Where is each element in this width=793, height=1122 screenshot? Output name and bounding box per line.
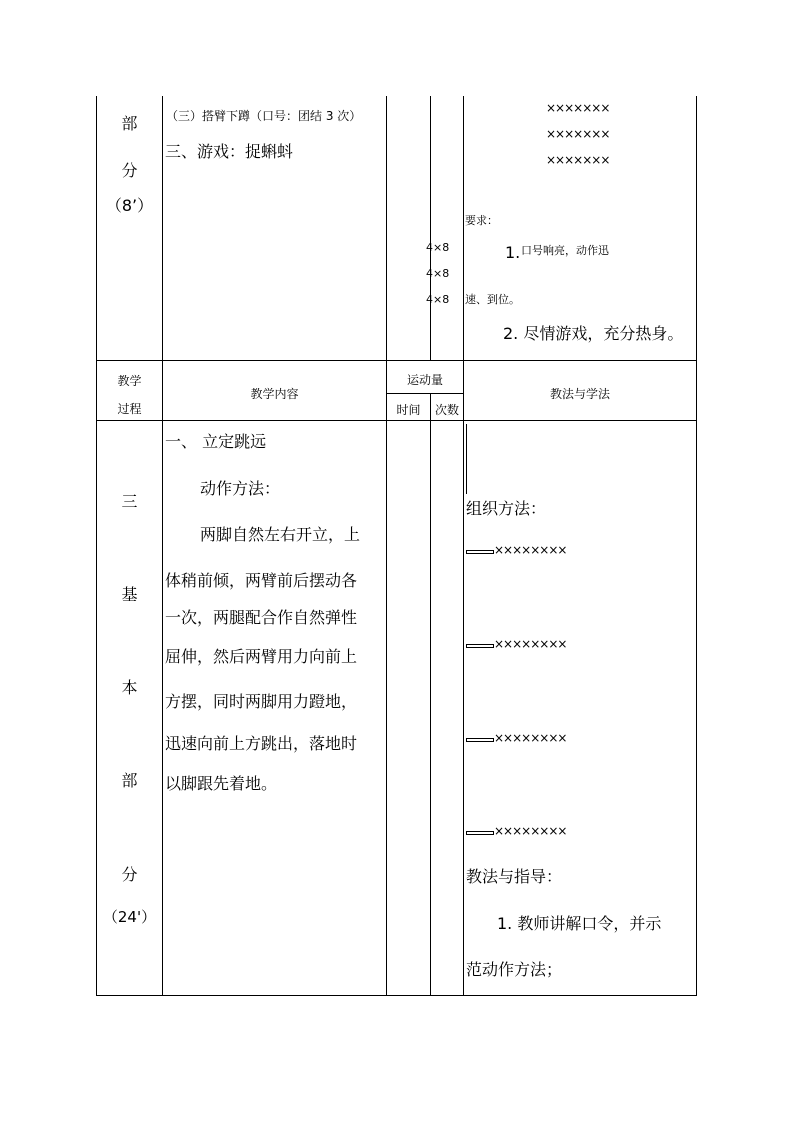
formation-row: ××××××× — [546, 153, 610, 167]
header-method: 教法与学法 — [549, 387, 610, 401]
grid-line — [386, 96, 387, 996]
requirement-text: 2. 尽情游戏，充分热身。 — [503, 324, 684, 343]
stage-char: 三 — [121, 492, 138, 511]
header-process: 教学 — [117, 374, 142, 388]
teacher-mark — [466, 644, 494, 648]
paragraph-line: 两脚自然左右开立，上 — [200, 525, 361, 544]
stage-char: 基 — [121, 585, 138, 604]
paragraph-line: 屈伸，然后两臂用力向前上 — [165, 647, 358, 666]
paragraph-line: 体稍前倾，两臂前后摆动各 — [165, 571, 358, 590]
header-time: 时间 — [396, 403, 421, 417]
item-title: 一、 立定跳远 — [165, 432, 267, 451]
stage-char: （24'） — [102, 908, 157, 926]
student-marks: ×××××××× — [494, 637, 567, 651]
organization-label: 组织方法： — [466, 499, 547, 518]
stage-char: 本 — [121, 678, 138, 697]
header-reps: 次数 — [434, 403, 459, 417]
header-process: 过程 — [117, 402, 142, 416]
guidance-line: 范动作方法； — [466, 960, 563, 979]
requirement-text: 速、到位。 — [465, 293, 520, 306]
paragraph-line: 以脚跟先着地。 — [165, 774, 278, 793]
grid-line — [96, 360, 697, 361]
grid-line — [463, 96, 464, 996]
guidance-label: 教法与指导： — [466, 867, 563, 886]
paragraph-line: 方摆，同时两脚用力蹬地， — [165, 692, 358, 711]
grid-line — [162, 96, 163, 996]
stage-char: 分 — [121, 161, 138, 180]
grid-line — [466, 424, 467, 494]
content-line: 三、游戏：捉蝌蚪 — [165, 142, 294, 161]
grid-line — [96, 995, 697, 996]
guidance-line: 1. 教师讲解口令，并示 — [497, 914, 662, 933]
grid-line — [386, 393, 464, 394]
formation-row: ××××××× — [546, 101, 610, 115]
header-content: 教学内容 — [250, 387, 299, 401]
grid-line — [96, 96, 97, 996]
header-load: 运动量 — [406, 373, 443, 387]
teacher-mark — [466, 738, 494, 742]
method-label: 动作方法： — [200, 479, 281, 498]
student-marks: ×××××××× — [494, 824, 567, 838]
stage-char: 部 — [121, 114, 138, 133]
count-value: 4×8 — [426, 293, 450, 306]
stage-char: 部 — [121, 771, 138, 790]
count-value: 4×8 — [426, 241, 450, 254]
requirement-text: 口号响亮，动作迅 — [521, 244, 609, 257]
requirements-label: 要求： — [465, 214, 498, 227]
grid-line — [430, 96, 431, 360]
student-marks: ×××××××× — [494, 731, 567, 745]
count-value: 4×8 — [426, 267, 450, 280]
paragraph-line: 一次，两腿配合作自然弹性 — [165, 608, 358, 627]
teacher-mark — [466, 831, 494, 835]
paragraph-line: 迅速向前上方跳出，落地时 — [165, 734, 358, 753]
content-line: （三）搭臂下蹲（口号：团结 3 次） — [166, 109, 362, 123]
student-marks: ×××××××× — [494, 543, 567, 557]
formation-row: ××××××× — [546, 127, 610, 141]
requirement-number: 1. — [505, 243, 521, 262]
teacher-mark — [466, 550, 494, 554]
grid-line — [696, 96, 697, 996]
grid-line — [96, 420, 697, 421]
stage-char: （8’） — [105, 196, 154, 215]
stage-char: 分 — [121, 865, 138, 884]
grid-line — [430, 394, 431, 996]
